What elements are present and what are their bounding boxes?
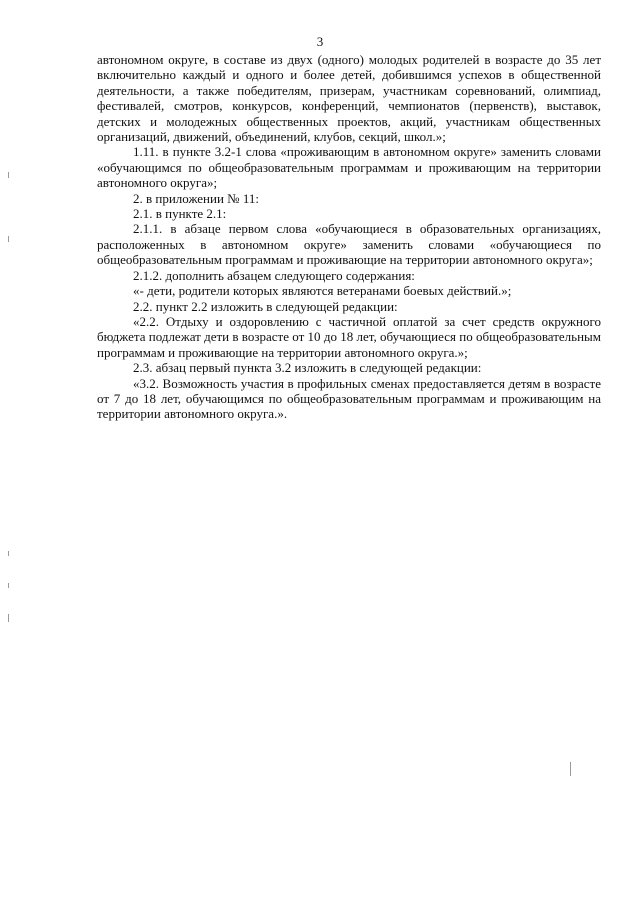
paragraph-2-1-1: 2.1.1. в абзаце первом слова «обучающиеся в образовательных организациях, расположенных в автономном округе» заменить словами «обучающиеся по общеобразовательным программам и проживающие на территории автономного округа»; xyxy=(97,221,601,268)
paragraph-quote-veterans: «- дети, родители которых являются ветеранами боевых действий.»; xyxy=(133,283,512,299)
scan-margin-mark xyxy=(570,762,571,776)
scan-margin-mark xyxy=(8,551,9,556)
paragraph-2: 2. в приложении № 11: xyxy=(133,190,259,206)
paragraph-quote-2-2: «2.2. Отдыху и оздоровлению с частичной оплатой за счет средств окружного бюджета подлежат дети в возрасте от 10 до 18 лет, обучающиеся по общеобразовательным программам и проживающие на территории автономного округа.»; xyxy=(97,313,601,360)
paragraph-2-3: 2.3. абзац первый пункта 3.2 изложить в следующей редакции: xyxy=(133,360,482,376)
scan-margin-mark xyxy=(8,236,9,242)
paragraph-2-2: 2.2. пункт 2.2 изложить в следующей редакции: xyxy=(133,298,398,314)
scan-margin-mark xyxy=(8,172,9,178)
scan-margin-mark xyxy=(8,583,9,588)
document-body xyxy=(97,52,601,422)
page-number: 3 xyxy=(316,34,324,49)
paragraph-2-1-2: 2.1.2. дополнить абзацем следующего содержания: xyxy=(133,267,415,283)
paragraph-quote-3-2: «3.2. Возможность участия в профильных сменах предоставляется детям в возрасте от 7 до 18 лет, обучающимся по общеобразовательным программам и проживающим на территории автономного округа.». xyxy=(97,375,601,422)
paragraph-1-11: 1.11. в пункте 3.2-1 слова «проживающим в автономном округе» заменить словами «обучающимся по общеобразовательным программам и проживающим на территории автономного округа»; xyxy=(97,144,601,191)
scan-margin-mark xyxy=(8,614,9,622)
paragraph-2-1: 2.1. в пункте 2.1: xyxy=(133,206,227,222)
paragraph-continuation: автономном округе, в составе из двух (одного) молодых родителей в возрасте до 35 лет включительно каждый и одного и более детей, добившимся успехов в общественной деятельности, а также победителям, призерам, участникам соревнований, олимпиад, фестивалей, смотров, конкурсов, конференций, чемпионатов (первенств), выставок, детских и молодежных общественных проектов, акций, участникам общественных организаций, движений, объединений, клубов, секций, школ.»; xyxy=(97,52,601,145)
